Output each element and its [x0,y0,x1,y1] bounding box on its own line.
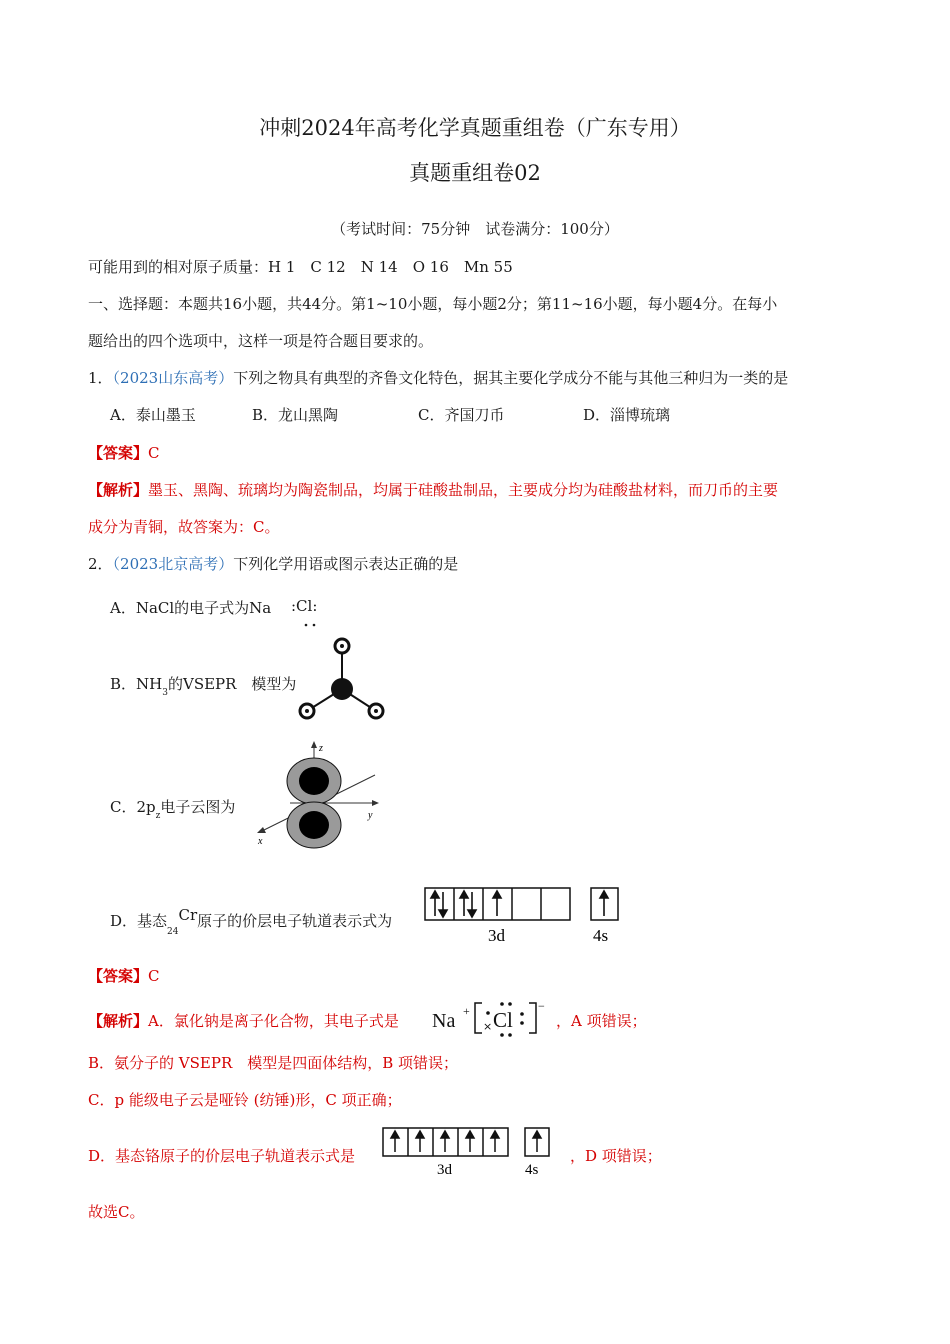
vsepr-trigonal-model [290,632,390,727]
atomic-masses: 可能用到的相对原子质量：H 1 C 12 N 14 O 16 Mn 55 [88,258,513,276]
q1-option-c: C．齐国刀币 [418,406,505,424]
q2-analysis-a-tail: ，A 项错误； [556,1012,647,1030]
q2-option-a [110,597,271,618]
plus-charge: + [463,1004,470,1018]
orbital-2p: 2p [136,798,156,816]
q1-option-a: A．泰山墨玉 [110,406,196,424]
section-instructions-line2: 题给出的四个选项中，这样一项是符合题目要求的。 [88,332,434,350]
exam-info: （考试时间：75分钟 试卷满分：100分） [331,220,619,238]
subscript: z [155,811,161,821]
x-axis-label: x [258,836,263,847]
q2-answer [88,965,160,986]
analysis-label: 【解析】 [88,481,149,499]
nh3-formula: NH [136,675,163,693]
analysis-text: 墨玉、黑陶、琉璃均为陶瓷制品，均属于硅酸盐制品，主要成分均为硅酸盐材料，而刀币的主要 [148,481,779,499]
question-number: 1． [88,369,113,387]
question-number: 2． [88,555,113,573]
q2-analysis-b: B．氨分子的 VSEPR 模型是四面体结构，B 项错误； [88,1054,459,1072]
analysis-label: 【解析】 [88,1012,149,1030]
q2-analysis-d: D．基态铬原子的价层电子轨道表示式是 [88,1147,356,1165]
label-3d: 3d [437,1162,452,1178]
q1-option-b: B．龙山黑陶 [252,406,339,424]
question-source: （2023山东高考） [112,369,234,387]
pz-electron-cloud-diagram [250,738,390,853]
cr-wrong-orbital-diagram [424,887,624,947]
q1-answer [88,442,160,463]
q1-analysis-line1 [88,479,778,500]
nacl-cl-symbol: :Cl: [291,597,318,615]
option-letter: C． [110,798,137,816]
question-2-stem [88,553,458,574]
label-4s: 4s [593,926,609,945]
chlorine-symbol: Cl [493,1008,513,1032]
z-axis-label: z [319,743,323,754]
option-letter: A． [110,599,136,617]
option-letter: B． [110,675,137,693]
answer-label: 【答案】 [88,444,149,462]
answer-label: 【答案】 [88,967,149,985]
answer-value: C [148,967,160,985]
svg-text:×: × [483,1020,493,1033]
option-d-text: 原子的价层电子轨道表示式为 [197,912,393,930]
option-c-text: 电子云图为 [160,798,236,816]
nacl-electron-dot-formula [430,998,555,1040]
question-text: 下列之物具有典型的齐鲁文化特色，据其主要化学成分不能与其他三种归为一类的是 [233,369,789,387]
q2-analysis-d-tail: ，D 项错误； [570,1147,662,1165]
answer-value: C [148,444,160,462]
cr-correct-orbital-diagram [382,1127,572,1182]
page-title: 冲刺2024年高考化学真题重组卷（广东专用） [259,116,691,140]
subscript: 3 [162,688,168,698]
question-1-stem [88,367,788,388]
atomic-number: 24 [167,927,179,937]
label-4s: 4s [525,1162,539,1178]
analysis-a-text: A．氯化钠是离子化合物，其电子式是 [148,1012,399,1030]
q2-option-c [110,796,236,821]
option-b-text: 的VSEPR 模型为 [167,675,297,693]
q2-option-b [110,673,297,698]
minus-charge: − [538,999,545,1013]
section-instructions-line1: 一、选择题：本题共16小题，共44分。第1~10小题，每小题2分；第11~16小题，每小题4分。在每小 [88,295,778,313]
q2-option-d [110,906,393,937]
sodium-symbol: Na [432,1010,456,1032]
cl-lone-pair-dots [300,620,320,630]
element-symbol: Cr [178,906,198,924]
question-source: （2023北京高考） [112,555,234,573]
page-subtitle: 真题重组卷02 [409,161,541,185]
q2-conclusion: 故选C。 [88,1203,145,1221]
option-a-text: NaCl的电子式为Na [135,599,272,617]
question-text: 下列化学用语或图示表达正确的是 [233,555,459,573]
q1-option-d: D．淄博琉璃 [583,406,671,424]
y-axis-label: y [368,810,373,821]
label-3d: 3d [488,926,505,945]
option-letter: D．基态 [110,912,168,930]
q1-analysis-line2: 成分为青铜，故答案为：C。 [88,518,280,536]
q2-analysis-c: C．p 能级电子云是哑铃 (纺锤)形，C 项正确； [88,1091,402,1109]
q2-analysis-a [88,1010,399,1031]
